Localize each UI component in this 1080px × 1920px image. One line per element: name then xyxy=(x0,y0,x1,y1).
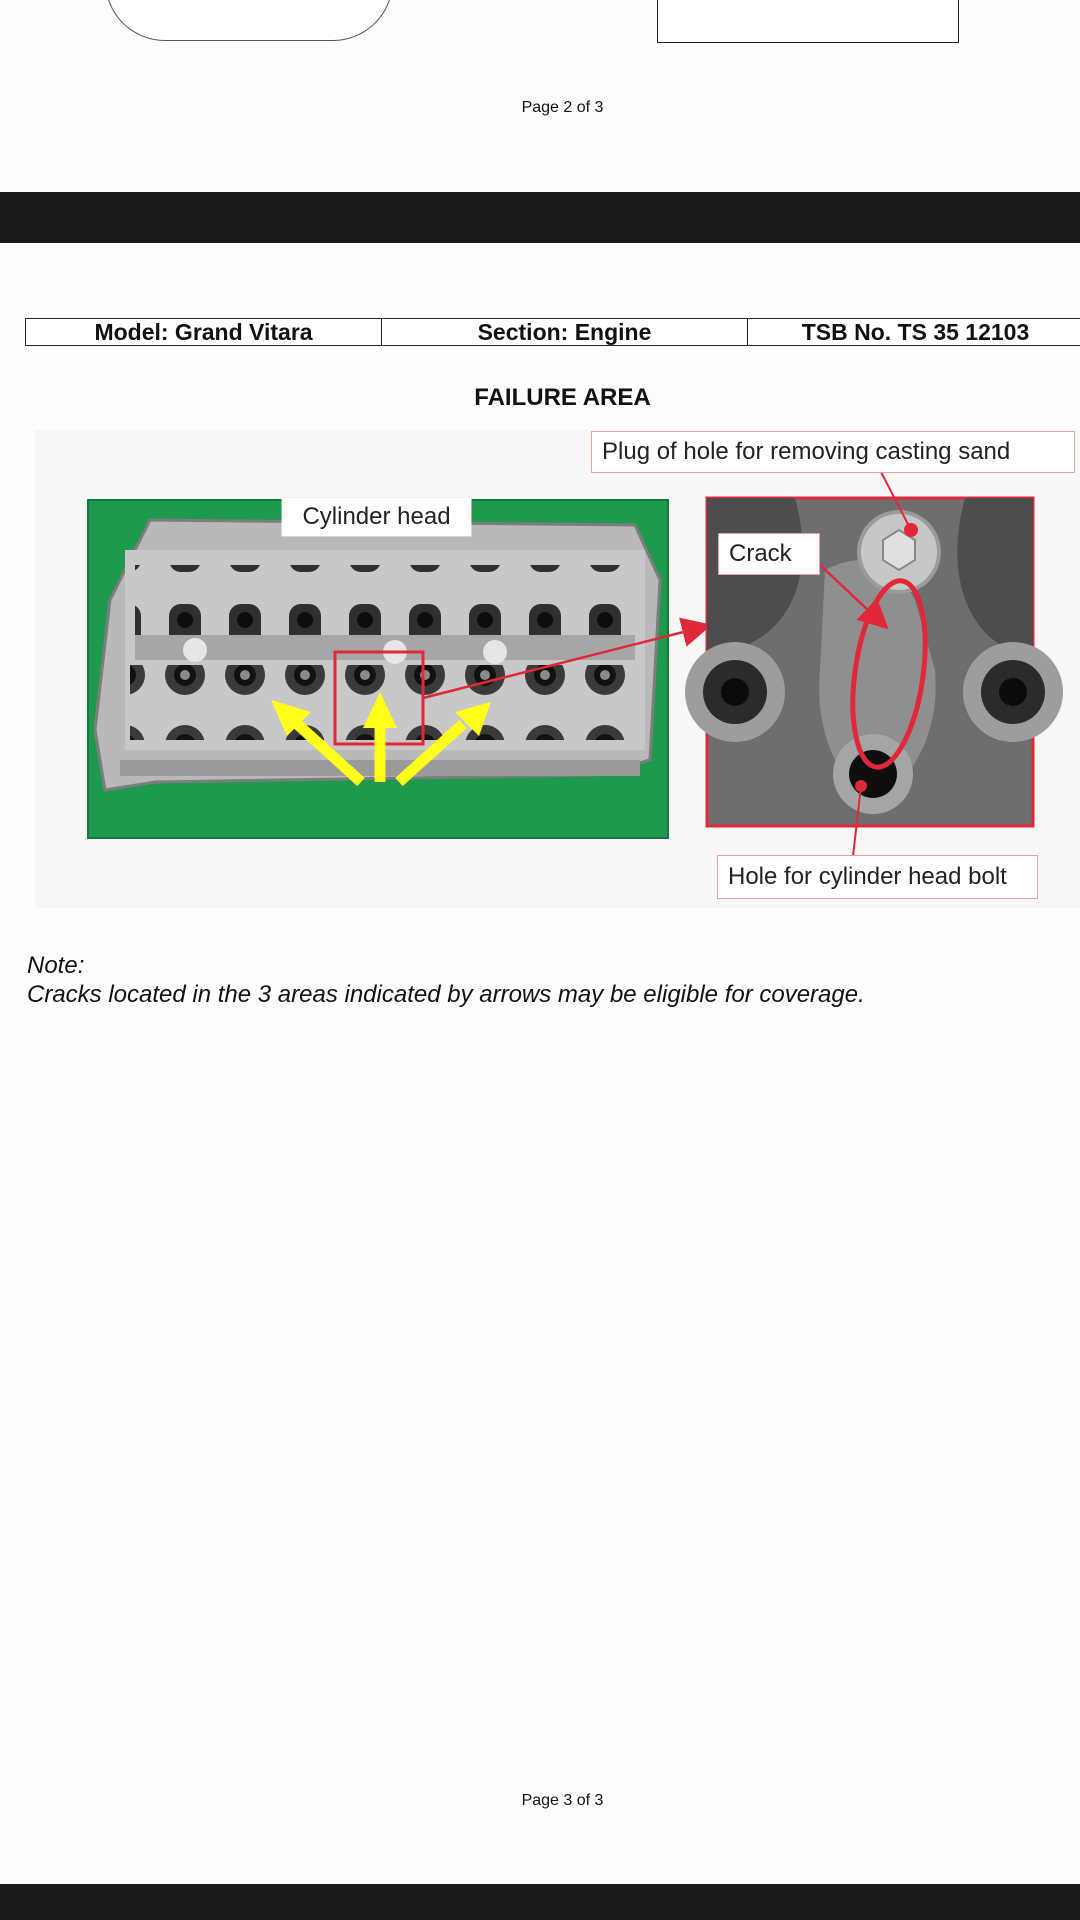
previous-page-rounded-shape xyxy=(105,0,393,41)
page-separator-bar xyxy=(0,192,1080,243)
page-separator-bar-bottom xyxy=(0,1884,1080,1920)
header-tsb-number: TSB No. TS 35 12103 xyxy=(801,318,1030,345)
cylinder-head-photo xyxy=(88,500,707,838)
page-number-previous: Page 2 of 3 xyxy=(521,99,604,116)
callout-head-bolt-hole: Hole for cylinder head bolt xyxy=(718,856,1037,898)
callout-crack: Crack xyxy=(719,534,819,574)
header-model: Model: Grand Vitara xyxy=(26,319,382,345)
callout-cylinder-head: Cylinder head xyxy=(282,498,471,536)
callout-casting-sand-plug: Plug of hole for removing casting sand xyxy=(592,432,1074,472)
failure-area-title: FAILURE AREA xyxy=(474,384,651,411)
note-label: Note: xyxy=(27,952,85,979)
failure-area-figure xyxy=(35,430,1080,908)
previous-page-box-shape xyxy=(657,0,959,43)
bulletin-header-table xyxy=(25,318,1080,346)
page-number-current: Page 3 of 3 xyxy=(521,1792,604,1809)
crack-zoom-photo xyxy=(685,472,1063,856)
cylinder-head-illustration xyxy=(35,430,1080,908)
note-text: Cracks located in the 3 areas indicated by arrows may be eligible for coverage. xyxy=(27,981,865,1008)
header-section: Section: Engine xyxy=(382,319,748,345)
